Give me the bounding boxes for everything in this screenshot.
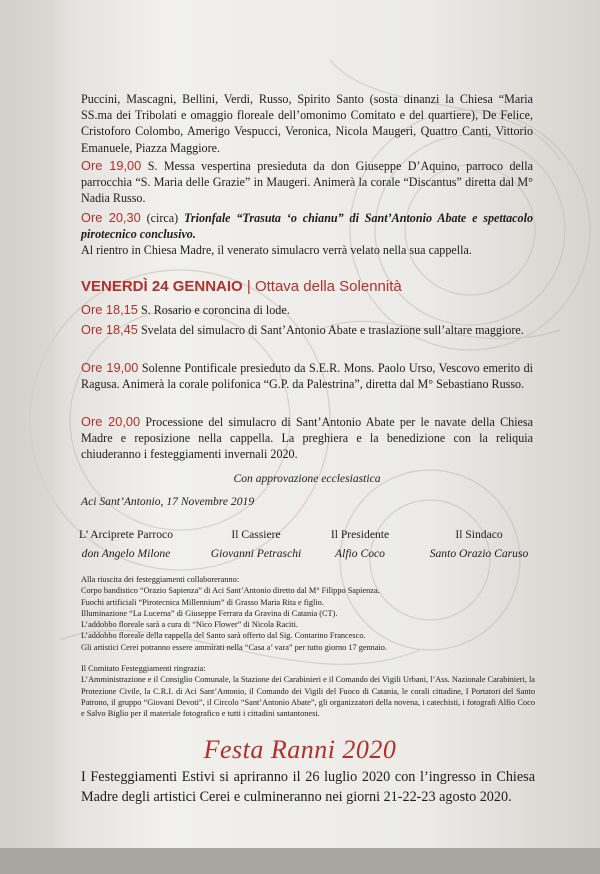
event-text: Al rientro in Chiesa Madre, il venerato simulacro verrà velato nella sua cappella. xyxy=(81,243,472,258)
signature-block xyxy=(414,525,544,563)
signature-name: Santo Orazio Caruso xyxy=(429,547,529,560)
signature-block xyxy=(66,525,186,563)
event-pre: (circa) xyxy=(146,211,179,225)
signature-name: Giovanni Petraschi xyxy=(210,547,302,560)
event-time: Ore 18,45 xyxy=(81,322,138,337)
signature-role: Il Cassiere xyxy=(231,528,281,541)
event-text: S. Messa vespertina presieduta da don Giuseppe D’Aquino, parroco della parrocchia “S. Maria delle Grazie” in Maugeri. Animerà la corale “Discantus” diretta dal M° Nadia Russo. xyxy=(81,159,533,206)
collaborators-line: Gli artistici Cerei potranno essere ammirati nella “Casa a’ vara” per tutto giorno 17 gennaio. xyxy=(81,642,388,652)
day-header-title: Ottava della Solennità xyxy=(254,278,402,295)
signature-role: L’ Arciprete Parroco xyxy=(79,528,173,541)
approval-note: Con approvazione ecclesiastica xyxy=(233,472,381,485)
event-time: Ore 18,15 xyxy=(81,302,138,317)
event-item xyxy=(81,302,533,318)
closing-announcement: I Festeggiamenti Estivi si apriranno il 26 luglio 2020 con l’ingresso in Chiesa Madre degli artistici Cerei e culmineranno nei giorni 21-22-23 agosto 2020. xyxy=(81,769,535,805)
event-item xyxy=(81,158,533,207)
collaborators-line: L’addobbo floreale sarà a cura di “Nico Flower” di Nicola Raciti. xyxy=(81,620,298,630)
route-intro: Puccini, Mascagni, Bellini, Verdi, Russo, Spirito Santo (sosta dinanzi la Chiesa “Maria SS.ma dei Tribolati e omaggio floreale dell’omonimo Comitato e del quartiere), De Felice, Cristoforo Colombo, Amerigo Vespucci, Veronica, Nicola Maugeri, Quattro Canti, Vittorio Emanuele, Piazza Maggiore. xyxy=(81,92,533,155)
event-time: Ore 19,00 xyxy=(81,158,142,173)
signature-block xyxy=(196,525,316,563)
signature-block xyxy=(310,525,410,563)
event-text: Solenne Pontificale presieduto da S.E.R. Mons. Paolo Urso, Vescovo emerito di Ragusa. Animerà la corale polifonica “G.P. da Palestrina”, diretta dal M° Sebastiano Russo. xyxy=(81,361,533,392)
event-text: Processione del simulacro di Sant’Antonio Abate per le navate della Chiesa Madre e reposizione nella cappella. La preghiera e la benedizione con la reliquia chiuderanno i festeggiamenti invernali 2020. xyxy=(81,415,533,462)
signature-name: don Angelo Milone xyxy=(81,547,171,560)
collaborators-list xyxy=(81,574,535,653)
event-time: Ore 20,00 xyxy=(81,414,141,429)
day-header xyxy=(81,278,402,295)
event-item xyxy=(81,322,533,338)
place-date: Aci Sant’Antonio, 17 Novembre 2019 xyxy=(81,495,255,508)
collaborators-line: Illuminazione “La Lucerna” di Giuseppe Ferrara da Gravina di Catania (CT). xyxy=(81,608,338,618)
signature-role: Il Sindaco xyxy=(455,528,503,541)
thanks-block xyxy=(81,663,535,719)
bottom-band xyxy=(0,848,600,874)
event-highlight: Trionfale “Trasuta ‘o chianu” di Sant’Antonio Abate e spettacolo pirotecnico conclusivo. xyxy=(81,211,534,242)
collaborators-line: L’addobbo floreale della cappella del Santo sarà offerto dal Sig. Contarino Francesco. xyxy=(81,631,366,641)
thanks-intro: Il Comitato Festeggiamenti ringrazia: xyxy=(81,664,206,673)
collaborators-line: Fuochi artificiali “Pirotecnica Millennium” di Grasso Maria Rita e figlio. xyxy=(81,597,324,607)
festa-ranni-title: Festa Ranni 2020 xyxy=(203,735,397,764)
signature-role: Il Presidente xyxy=(330,528,390,541)
collaborators-line: Corpo bandistico “Orazio Sapienza” di Aci Sant’Antonio diretto dal M° Filippo Sapienza. xyxy=(81,586,380,596)
event-item xyxy=(81,360,533,392)
day-header-date: VENERDÌ 24 GENNAIO xyxy=(81,278,243,295)
event-item xyxy=(81,414,533,463)
thanks-text: L’Amministrazione e il Consiglio Comunale, la Stazione dei Carabinieri e il Comando dei Vigili Urbani, l’Ass. Nazionale Carabinieri, la Protezione Civile, la C.R.I. di Aci Sant’Antonio, il Comando dei Vigili del Fuoco di Catania, le corali cittadine, I Portatori del Santo Patrono, il gruppo “Giovani Devoti”, il Circolo “Sant’Antonio Abate”, gli organizzatori della novena, i catechisti, i fotografi Alfio Coco e Salvo Biglio per il materiale fotografico e tutti i cittadini santantonesi. xyxy=(81,675,535,719)
signature-name: Alfio Coco xyxy=(335,547,385,560)
collaborators-line: Alla riuscita dei festeggiamenti collaboreranno: xyxy=(81,575,240,584)
day-header-separator: | xyxy=(242,278,255,295)
event-item xyxy=(81,210,533,259)
event-text: S. Rosario e coroncina di lode. xyxy=(140,303,290,317)
event-time: Ore 19,00 xyxy=(81,360,139,375)
event-text: Svelata del simulacro di Sant’Antonio Abate e traslazione sull’altare maggiore. xyxy=(140,323,524,337)
event-time: Ore 20,30 xyxy=(81,210,141,225)
